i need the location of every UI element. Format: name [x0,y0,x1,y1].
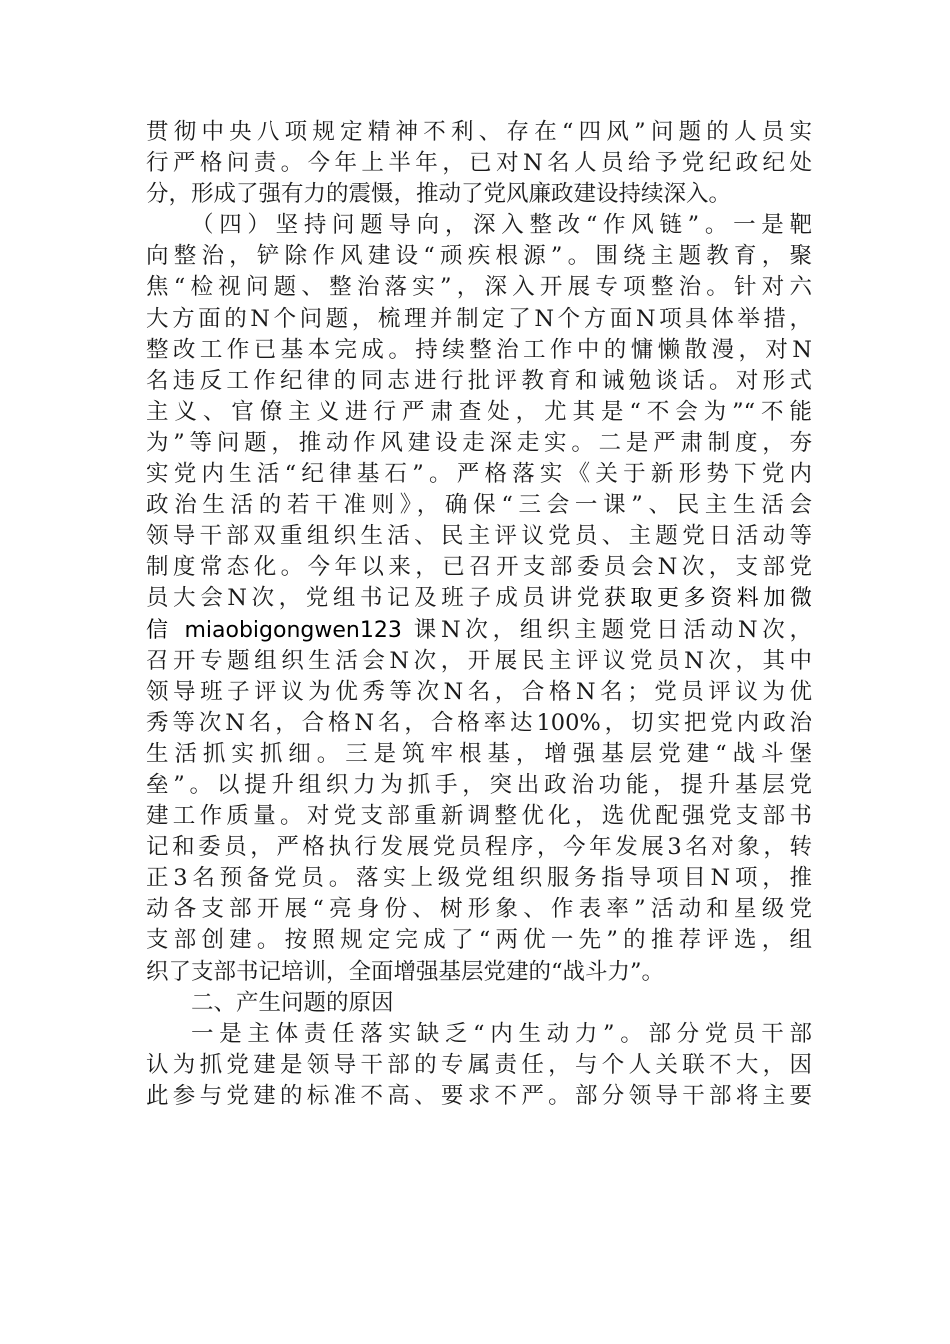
body-text [146,117,812,1112]
text-line: 领导干部双重组织生活、民主评议党员、主题党日活动等 [146,523,812,550]
text-line: 二、产生问题的原因 [191,989,394,1016]
text-line: 政治生活的若干准则》，确保“三会一课”、民主生活会 [146,492,812,519]
text-line: 主义、官僚主义进行严肃查处，尤其是“不会为”“不能 [146,398,812,425]
ad-line-2-after: 课N次，组织主题党日活动N次， [401,616,812,643]
text-line: 名违反工作纪律的同志进行批评教育和诫勉谈话。对形式 [146,367,812,394]
text-line: 记和委员，严格执行发展党员程序，今年发展3名对象，转 [146,834,812,861]
text-line-ad-2 [146,615,812,646]
text-line: 一是主体责任落实缺乏“内生动力”。部分党员干部 [191,1020,812,1047]
text-line: 动各支部开展“亮身份、树形象、作表率”活动和星级党 [146,896,812,923]
ad-line-1-before: 员大会N次，党组书记及班子成员讲党 [146,585,604,612]
text-line-ad-1 [146,583,812,614]
text-line: 分，形成了强有力的震慑，推动了党风廉政建设持续深入。 [146,181,732,208]
text-line: 为”等问题，推动作风建设走深走实。二是严肃制度，夯 [146,429,812,456]
text-line: 贯彻中央八项规定精神不利、存在“四风”问题的人员实 [146,119,812,145]
text-line: 行严格问责。今年上半年，已对N名人员给予党纪政纪处 [146,150,812,177]
text-line: 建工作质量。对党支部重新调整优化，选优配强党支部书 [146,803,812,830]
paragraph-group-bottom [146,646,812,1112]
text-line: 垒”。以提升组织力为抓手，突出政治功能，提升基层党 [146,771,812,798]
text-line: 整改工作已基本完成。持续整治工作中的慵懒散漫，对N [146,336,812,363]
text-line: 秀等次N名，合格N名，合格率达100%，切实把党内政治 [146,709,812,736]
text-line: 实党内生活“纪律基石”。严格落实《关于新形势下党内 [146,461,812,488]
text-line: 向整治，铲除作风建设“顽疾根源”。围绕主题教育，聚 [146,243,812,270]
text-line: （四）坚持问题导向，深入整改“作风链”。一是靶 [191,212,812,239]
text-line: 织了支部书记培训，全面增强基层党建的“战斗力”。 [146,958,665,985]
text-line: 召开专题组织生活会N次，开展民主评议党员N次，其中 [146,647,812,674]
text-line: 支部创建。按照规定完成了“两优一先”的推荐评选，组 [146,927,812,954]
text-line: 正3名预备党员。落实上级党组织服务指导项目N项，推 [146,865,812,892]
text-line: 领导班子评议为优秀等次N名，合格N名；党员评议为优 [146,678,812,705]
text-line: 制度常态化。今年以来，已召开支部委员会N次，支部党 [146,554,812,581]
text-line: 认为抓党建是领导干部的专属责任，与个人关联不大，因 [146,1051,812,1078]
text-line: 大方面的N个问题，梳理并制定了N个方面N项具体举措， [146,305,812,332]
paragraph-group-top [146,117,812,583]
text-line: 此参与党建的标准不高、要求不严。部分领导干部将主要 [146,1082,812,1109]
ad-text-1: 获取更多资料加微 [603,586,812,612]
text-line: 焦“检视问题、整治落实”，深入开展专项整治。针对六 [146,274,812,301]
text-line: 生活抓实抓细。三是筑牢根基，增强基层党建“战斗堡 [146,740,812,767]
ad-text-2: 信 miaobigongwen123 [146,617,402,643]
